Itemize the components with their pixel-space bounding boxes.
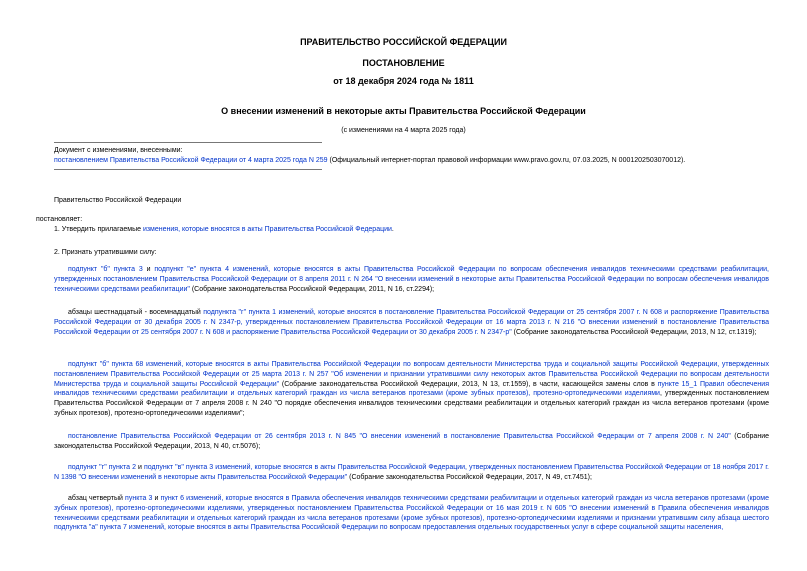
bottom-divider [54, 169, 322, 170]
repeal-paragraph-1 [54, 265, 769, 294]
repeal-1-text-a: и [142, 266, 155, 273]
issuer: Правительство Российской Федерации [54, 197, 182, 204]
repeal-paragraph-3 [54, 360, 769, 419]
repeal-1-link-b[interactable]: подпункт "е" пункта 4 изменений, которые вносятся в акты Правительства Российской Федерации по вопросам обеспечения инвалидов техническими средствами реабилитации, утвержденных постановлением Правительства Российской Федерации от 8 апреля 2011 г. N 264 "О внесении изменений в некоторые акты Правительства Российской Федерации по вопросам обеспечения инвалидов техническими средствами реабилитации" [54, 266, 769, 293]
repeal-2-text-a: абзацы шестнадцатый - восемнадцатый [68, 309, 204, 316]
document-type: ПОСТАНОВЛЕНИЕ [362, 58, 445, 68]
repeal-5-link-b[interactable]: подпункт "в" пункта 3 изменений, которые вносятся в акты Правительства Российской Федерации, утвержденных постановлением Правительства Российской Федерации от 18 ноября 2017 г. N 1398 "О внесении изменений в некоторые акты Правительства Российской Федерации" [54, 464, 769, 481]
item-2: 2. Признать утратившими силу: [54, 249, 157, 256]
repeal-6-text-a: абзац четвертый [68, 495, 126, 502]
repeal-6-text-b: и [152, 495, 161, 502]
repeal-paragraph-4 [54, 432, 769, 452]
repeal-2-link-a[interactable]: подпункта "г" пункта 1 изменений, которые вносятся в постановление Правительства Российской Федерации от 25 сентября 2007 г. N 608 и распоряжение Правительства Российской Федерации от 30 декабря 2005 г. N 2347-р, утвержденных постановлением Правительства Российской Федерации от 16 марта 2013 г. N 216 "О внесении изменений в постановление Правительства Российской Федерации от 25 сентября 2007 г. N 608 и распоряжение Правительства Российской Федерации от 30 декабря 2005 г. N 2347-р" [54, 309, 769, 336]
repeal-2-text-b: (Собрание законодательства Российской Федерации, 2013, N 12, ст.1319); [511, 328, 757, 336]
government-heading: ПРАВИТЕЛЬСТВО РОССИЙСКОЙ ФЕДЕРАЦИИ [300, 37, 507, 47]
document-title: О внесении изменений в некоторые акты Правительства Российской Федерации [221, 106, 586, 116]
repeal-5-text-a: и [136, 464, 145, 471]
amendment-source: (Официальный интернет-портал правовой информации www.pravo.gov.ru, 07.03.2025, N 0001202503070012). [327, 157, 686, 164]
repeal-1-text-b: (Собрание законодательства Российской Федерации, 2011, N 16, ст.2294); [189, 285, 435, 293]
repeal-4-text-a: (Собрание законодательства Российской Федерации, 2013, N 40, ст.5076); [54, 433, 769, 450]
repeal-paragraph-6 [54, 494, 769, 536]
decides: постановляет: [36, 216, 83, 223]
amendments-line [54, 156, 774, 166]
item-1-suffix: . [391, 226, 394, 233]
repeal-5-text-b: (Собрание законодательства Российской Федерации, 2017, N 49, ст.7451); [347, 473, 592, 481]
item-1-text: 1. Утвердить прилагаемые [54, 226, 143, 233]
amendments-intro: Документ с изменениями, внесенными: [54, 147, 183, 154]
repeal-6-link-b[interactable]: пункт 6 изменений, которые вносятся в Правила обеспечения инвалидов техническими средствами реабилитации и отдельных категорий граждан из числа ветеранов протезами (кроме зубных протезов), протезно-ортопедическими изделиями, утвержденных постановлением Правительства Российской Федерации от 16 мая 2019 г. N 605 "О внесении изменений в Правила обеспечения инвалидов техническими средствами реабилитации и отдельных категорий граждан из числа ветеранов протезами (кроме зубных протезов), протезно-ортопедическими изделиями и признании утратившим силу абзаца шестого [54, 495, 769, 522]
repeal-3-link-a[interactable]: подпункт "б" пункта 68 изменений, которые вносятся в акты Правительства Российской Федерации по вопросам деятельности Министерства труда и социальной защиты Российской Федерации, утвержденных постановлением Правительства Российской Федерации от 25 марта 2013 г. N 257 "Об изменении и признании утратившими силу некоторых актов Правительства Российской Федерации по вопросам деятельности Министерства труда и социальной защиты Российской Федерации" [54, 361, 769, 388]
repeal-6-link-a[interactable]: пункта 3 [125, 495, 153, 502]
repeal-3-link-b[interactable]: пункте 15_1 Правил обеспечения инвалидов техническими средствами реабилитации и отдельных категорий граждан из числа ветеранов протезами (кроме зубных протезов), протезно-ортопедическими изделиями [54, 380, 769, 398]
repeal-paragraph-5 [54, 463, 769, 483]
item-1-link[interactable]: изменения, которые вносятся в акты Правительства Российской Федерации [142, 226, 392, 233]
repeal-paragraph-2 [54, 308, 769, 337]
repeal-3-text-b: , утвержденных постановлением Правительства Российской Федерации от 7 апреля 2008 г. N 240 "О порядке обеспечения инвалидов техническими средствами реабилитации и отдельных категорий граждан из числа ветеранов протезами (кроме зубных протезов), протезно-ортопедическими изделиями"; [54, 390, 769, 417]
edition-note: (с изменениями на 4 марта 2025 года) [341, 127, 466, 134]
top-divider [54, 142, 322, 143]
repeal-5-link-a[interactable]: подпункт "г" пункта 2 [68, 464, 136, 471]
item-1 [54, 225, 394, 235]
document-date-number: от 18 декабря 2024 года № 1811 [333, 76, 474, 86]
repeal-6-link-c[interactable]: подпункта "а" пункта 7 изменений, которые вносятся в акты Правительства Российской Федерации по вопросам предоставления отдельных государственных услуг в сфере социальной защиты населения, [54, 524, 724, 532]
amendment-link[interactable]: постановлением Правительства Российской Федерации от 4 марта 2025 года N 259 [54, 157, 328, 164]
repeal-3-text-a: (Собрание законодательства Российской Федерации, 2013, N 13, ст.1559), в части, касающейся замены слов в [279, 380, 658, 388]
repeal-1-link-a[interactable]: подпункт "б" пункта 3 [68, 266, 143, 273]
repeal-4-link-a[interactable]: постановление Правительства Российской Федерации от 26 сентября 2013 г. N 845 "О внесении изменений в постановление Правительства Российской Федерации от 7 апреля 2008 г. N 240" [68, 433, 731, 440]
